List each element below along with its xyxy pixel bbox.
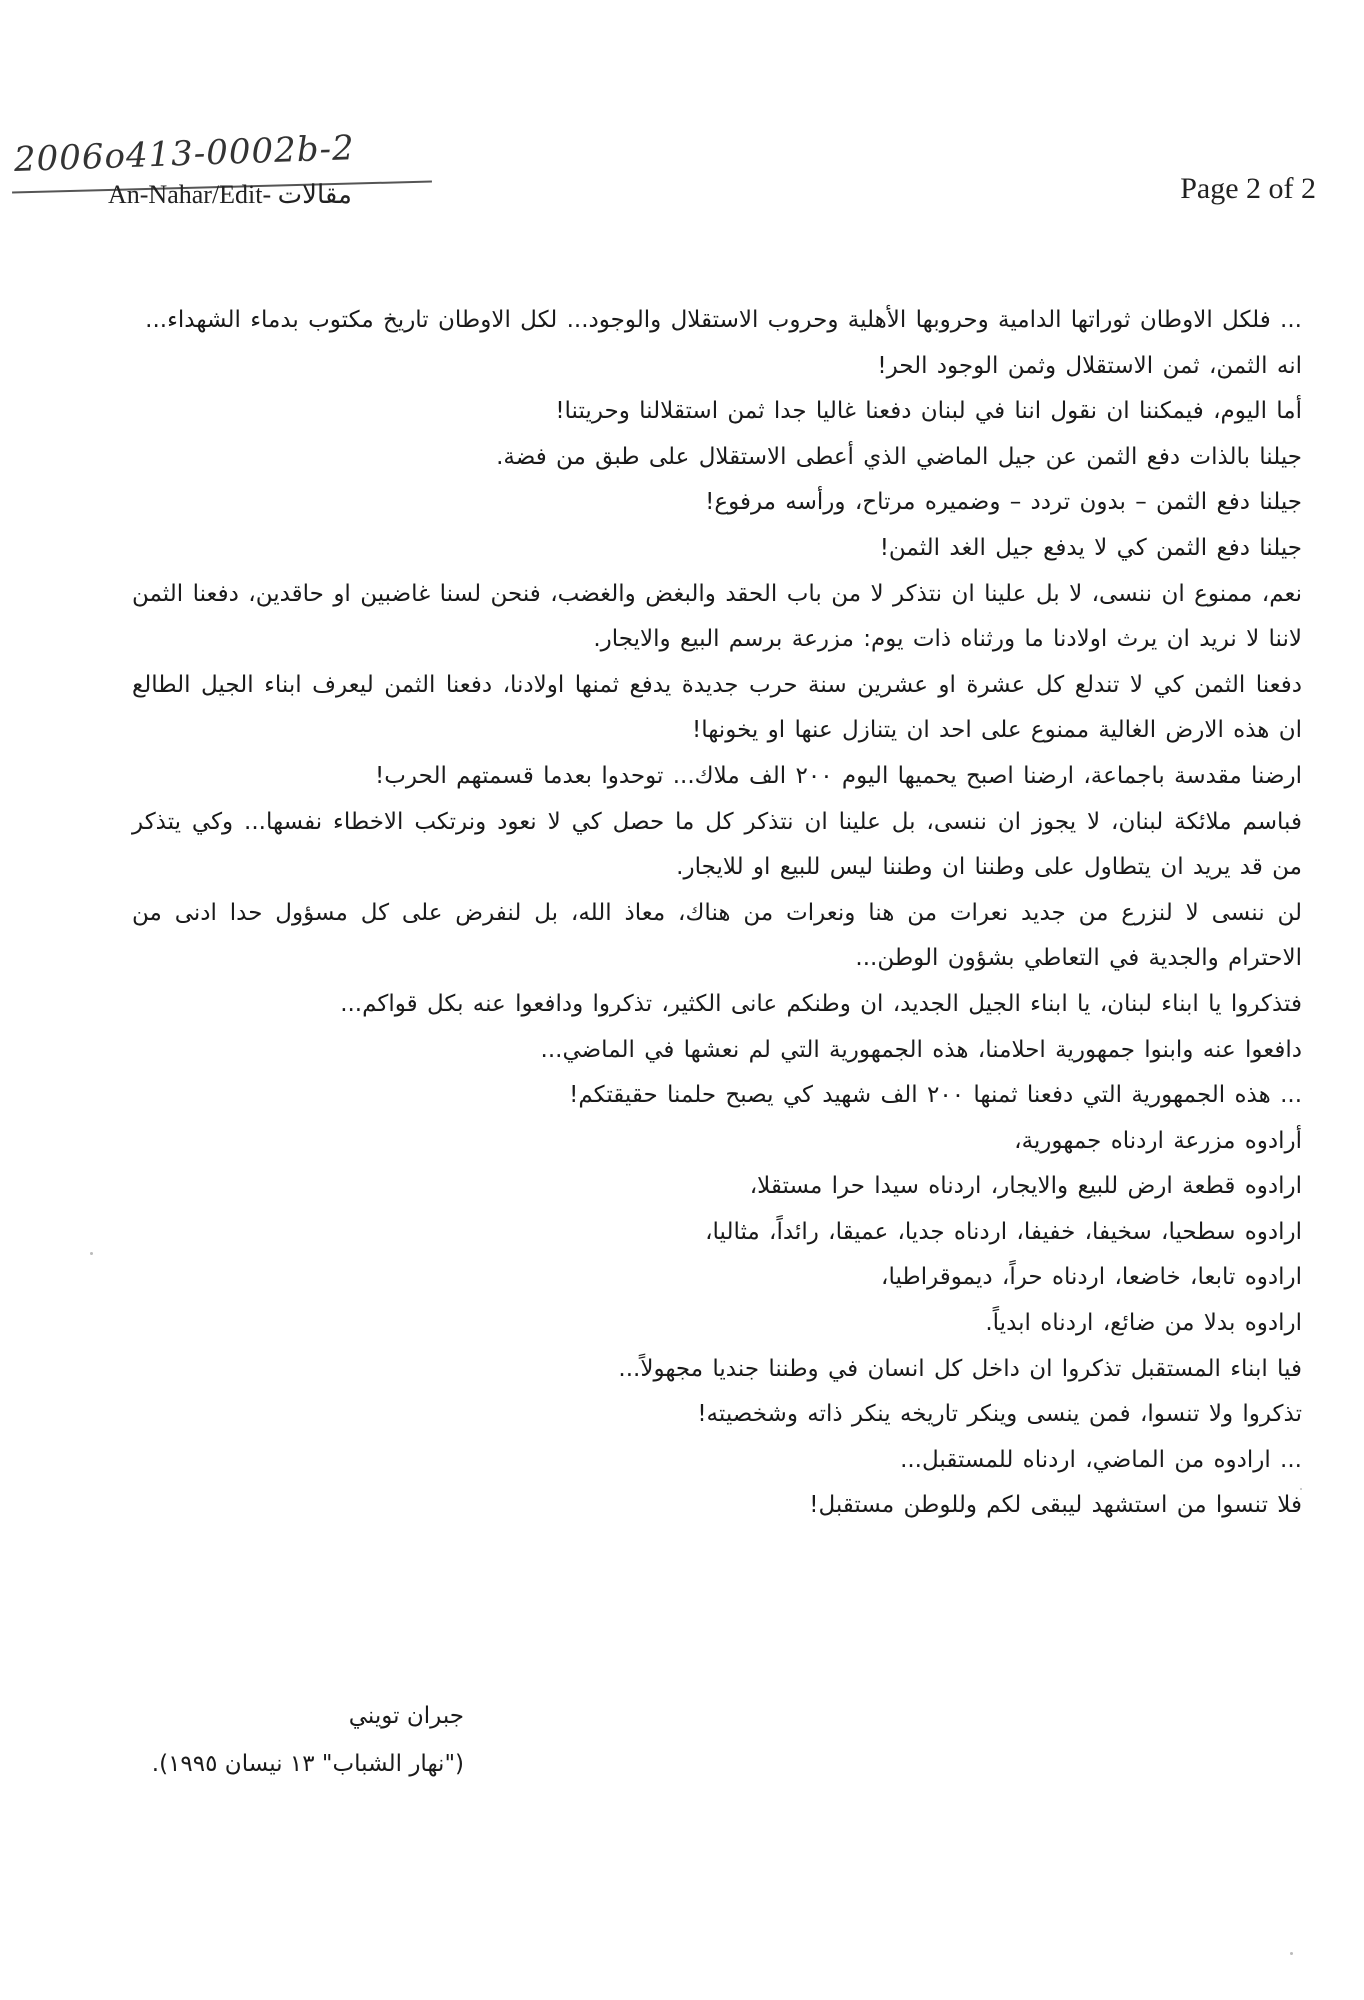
paragraph: جيلنا دفع الثمن كي لا يدفع جيل الغد الثمن!	[879, 534, 1302, 561]
paragraph: ارادوه تابعا، خاضعا، اردناه حراً، ديموقراطيا،	[881, 1264, 1302, 1291]
paragraph: ... فلكل الاوطان ثوراتها الدامية وحروبها الأهلية وحروب الاستقلال والوجود... لكل الاوطان تاريخ مكتوب بدماء الشهداء...	[145, 307, 1302, 333]
paragraph: فتذكروا يا ابناء لبنان، يا ابناء الجيل الجديد، ان وطنكم عانى الكثير، تذكروا ودافعوا عنه بكل قواكم...	[340, 990, 1302, 1017]
author-name: جبران تويني	[348, 1703, 464, 1729]
paragraph: فباسم ملائكة لبنان، لا يجوز ان ننسى، بل علينا ان نتذكر كل ما حصل كي لا نعود ونرتكب الاخطاء نفسها... وكي يتذكر من قد يريد ان يتطاول على وطننا ان وطننا ليس للبيع او للايجار.	[132, 808, 1302, 881]
paragraph: ارضنا مقدسة باجماعة، ارضنا اصبح يحميها اليوم ٢٠٠ الف ملاك... توحدوا بعدما قسمتهم الحرب!	[375, 762, 1302, 789]
source-citation: ("نهار الشباب" ١٣ نيسان ١٩٩٥).	[151, 1751, 464, 1777]
header-source: An-Nahar/Edit- مقالات	[108, 180, 352, 209]
signature-block	[152, 1692, 464, 1788]
paragraph: أما اليوم، فيمكننا ان نقول اننا في لبنان دفعنا غاليا جدا ثمن استقلالنا وحريتنا!	[555, 398, 1302, 425]
paragraph: ... ارادوه من الماضي، اردناه للمستقبل...	[900, 1446, 1302, 1473]
paragraph: نعم، ممنوع ان ننسى، لا بل علينا ان نتذكر لا من باب الحقد والبغض والغضب، فنحن لسنا غاضبين او حاقدين، دفعنا الثمن لاننا لا نريد ان يرث اولادنا ما ورثناه ذات يوم: مزرعة برسم البيع والايجار.	[132, 580, 1302, 653]
paragraph: ارادوه سطحيا، سخيفا، خفيفا، اردناه جديا، عميقا، رائداً، مثاليا،	[705, 1218, 1302, 1245]
article-body	[132, 298, 1302, 1529]
paragraph: تذكروا ولا تنسوا، فمن ينسى وينكر تاريخه ينكر ذاته وشخصيته!	[697, 1401, 1302, 1428]
handwritten-archive-id: 2006o413-0002b-2	[13, 128, 356, 180]
paragraph: دافعوا عنه وابنوا جمهورية احلامنا، هذه الجمهورية التي لم نعشها في الماضي...	[540, 1036, 1302, 1063]
paragraph: ارادوه بدلا من ضائع، اردناه ابدياً.	[985, 1310, 1302, 1337]
paragraph: ... هذه الجمهورية التي دفعنا ثمنها ٢٠٠ الف شهيد كي يصبح حلمنا حقيقتكم!	[569, 1082, 1302, 1109]
scan-speck	[90, 1252, 93, 1255]
scan-speck	[1300, 1488, 1302, 1490]
paragraph: أرادوه مزرعة اردناه جمهورية،	[1014, 1127, 1302, 1154]
paragraph: فلا تنسوا من استشهد ليبقى لكم وللوطن مستقبل!	[809, 1492, 1302, 1519]
paragraph: ارادوه قطعة ارض للبيع والايجار، اردناه سيدا حرا مستقلا،	[749, 1173, 1302, 1200]
paragraph: انه الثمن، ثمن الاستقلال وثمن الوجود الحر!	[877, 352, 1302, 379]
paragraph: فيا ابناء المستقبل تذكروا ان داخل كل انسان في وطننا جنديا مجهولاً...	[618, 1355, 1302, 1382]
scan-speck	[1290, 1952, 1293, 1955]
paragraph: دفعنا الثمن كي لا تندلع كل عشرة او عشرين سنة حرب جديدة يدفع ثمنها اولادنا، دفعنا الثمن ليعرف ابناء الجيل الطالع ان هذه الارض الغالية ممنوع على احد ان يتنازل عنها او يخونها!	[132, 671, 1302, 744]
page-number: Page 2 of 2	[1180, 172, 1316, 205]
paragraph: لن ننسى لا لنزرع من جديد نعرات من هنا ونعرات من هناك، معاذ الله، بل لنفرض على كل مسؤول حدا ادنى من الاحترام والجدية في التعاطي بشؤون الوطن...	[132, 899, 1302, 972]
paragraph: جيلنا بالذات دفع الثمن عن جيل الماضي الذي أعطى الاستقلال على طبق من فضة.	[496, 443, 1302, 470]
paragraph: جيلنا دفع الثمن – بدون تردد – وضميره مرتاح، ورأسه مرفوع!	[705, 489, 1302, 516]
